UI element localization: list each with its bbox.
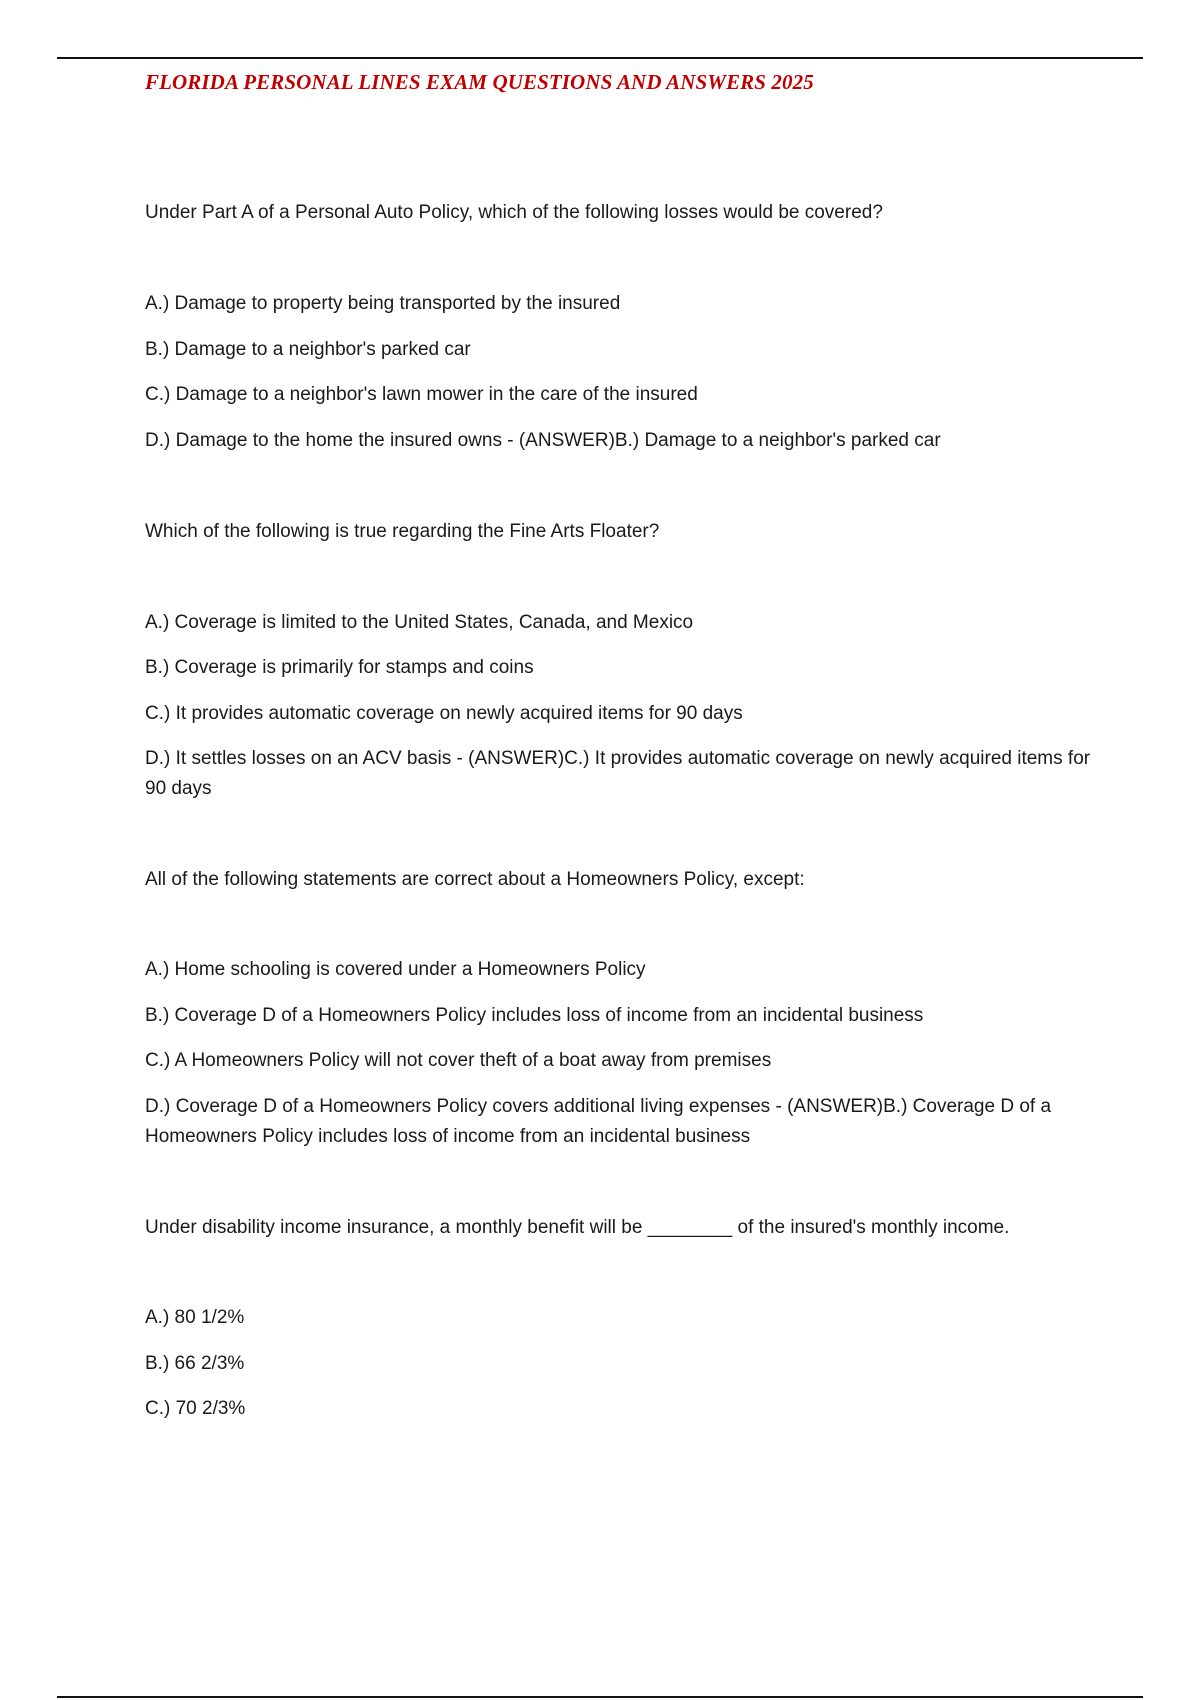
question-3-text: All of the following statements are correct about a Homeowners Policy, except: [145, 869, 805, 890]
question-2-option-d: D.) It settles losses on an ACV basis - (ANSWER)C.) It provides automatic coverage on newly acquired items for 90 days [145, 748, 1091, 799]
question-1-text: Under Part A of a Personal Auto Policy, which of the following losses would be covered? [145, 202, 883, 223]
question-4-option-a: A.) 80 1/2% [145, 1307, 245, 1328]
question-2-text: Which of the following is true regarding the Fine Arts Floater? [145, 521, 660, 542]
document-title: FLORIDA PERSONAL LINES EXAM QUESTIONS AND ANSWERS 2025 [145, 70, 814, 94]
question-1-option-c: C.) Damage to a neighbor's lawn mower in the care of the insured [145, 384, 698, 405]
question-2-option-a: A.) Coverage is limited to the United States, Canada, and Mexico [145, 612, 694, 633]
question-3-option-c: C.) A Homeowners Policy will not cover theft of a boat away from premises [145, 1050, 772, 1071]
question-1-option-d: D.) Damage to the home the insured owns - (ANSWER)B.) Damage to a neighbor's parked car [145, 430, 941, 451]
bottom-rule [57, 1696, 1143, 1698]
question-3-option-a: A.) Home schooling is covered under a Homeowners Policy [145, 959, 646, 980]
question-1-option-b: B.) Damage to a neighbor's parked car [145, 339, 471, 360]
question-4-text: Under disability income insurance, a monthly benefit will be ________ of the insured's monthly income. [145, 1217, 1010, 1238]
question-4-option-b: B.) 66 2/3% [145, 1353, 245, 1374]
question-1-option-a: A.) Damage to property being transported by the insured [145, 293, 621, 314]
question-2-option-c: C.) It provides automatic coverage on newly acquired items for 90 days [145, 703, 743, 724]
question-3-option-b: B.) Coverage D of a Homeowners Policy includes loss of income from an incidental business [145, 1005, 924, 1026]
question-2-option-b: B.) Coverage is primarily for stamps and coins [145, 657, 534, 678]
question-3-option-d: D.) Coverage D of a Homeowners Policy covers additional living expenses - (ANSWER)B.) Coverage D of a Homeowners Policy includes loss of income from an incidental business [145, 1096, 1052, 1147]
question-4-option-c: C.) 70 2/3% [145, 1398, 246, 1419]
top-rule [57, 57, 1143, 59]
